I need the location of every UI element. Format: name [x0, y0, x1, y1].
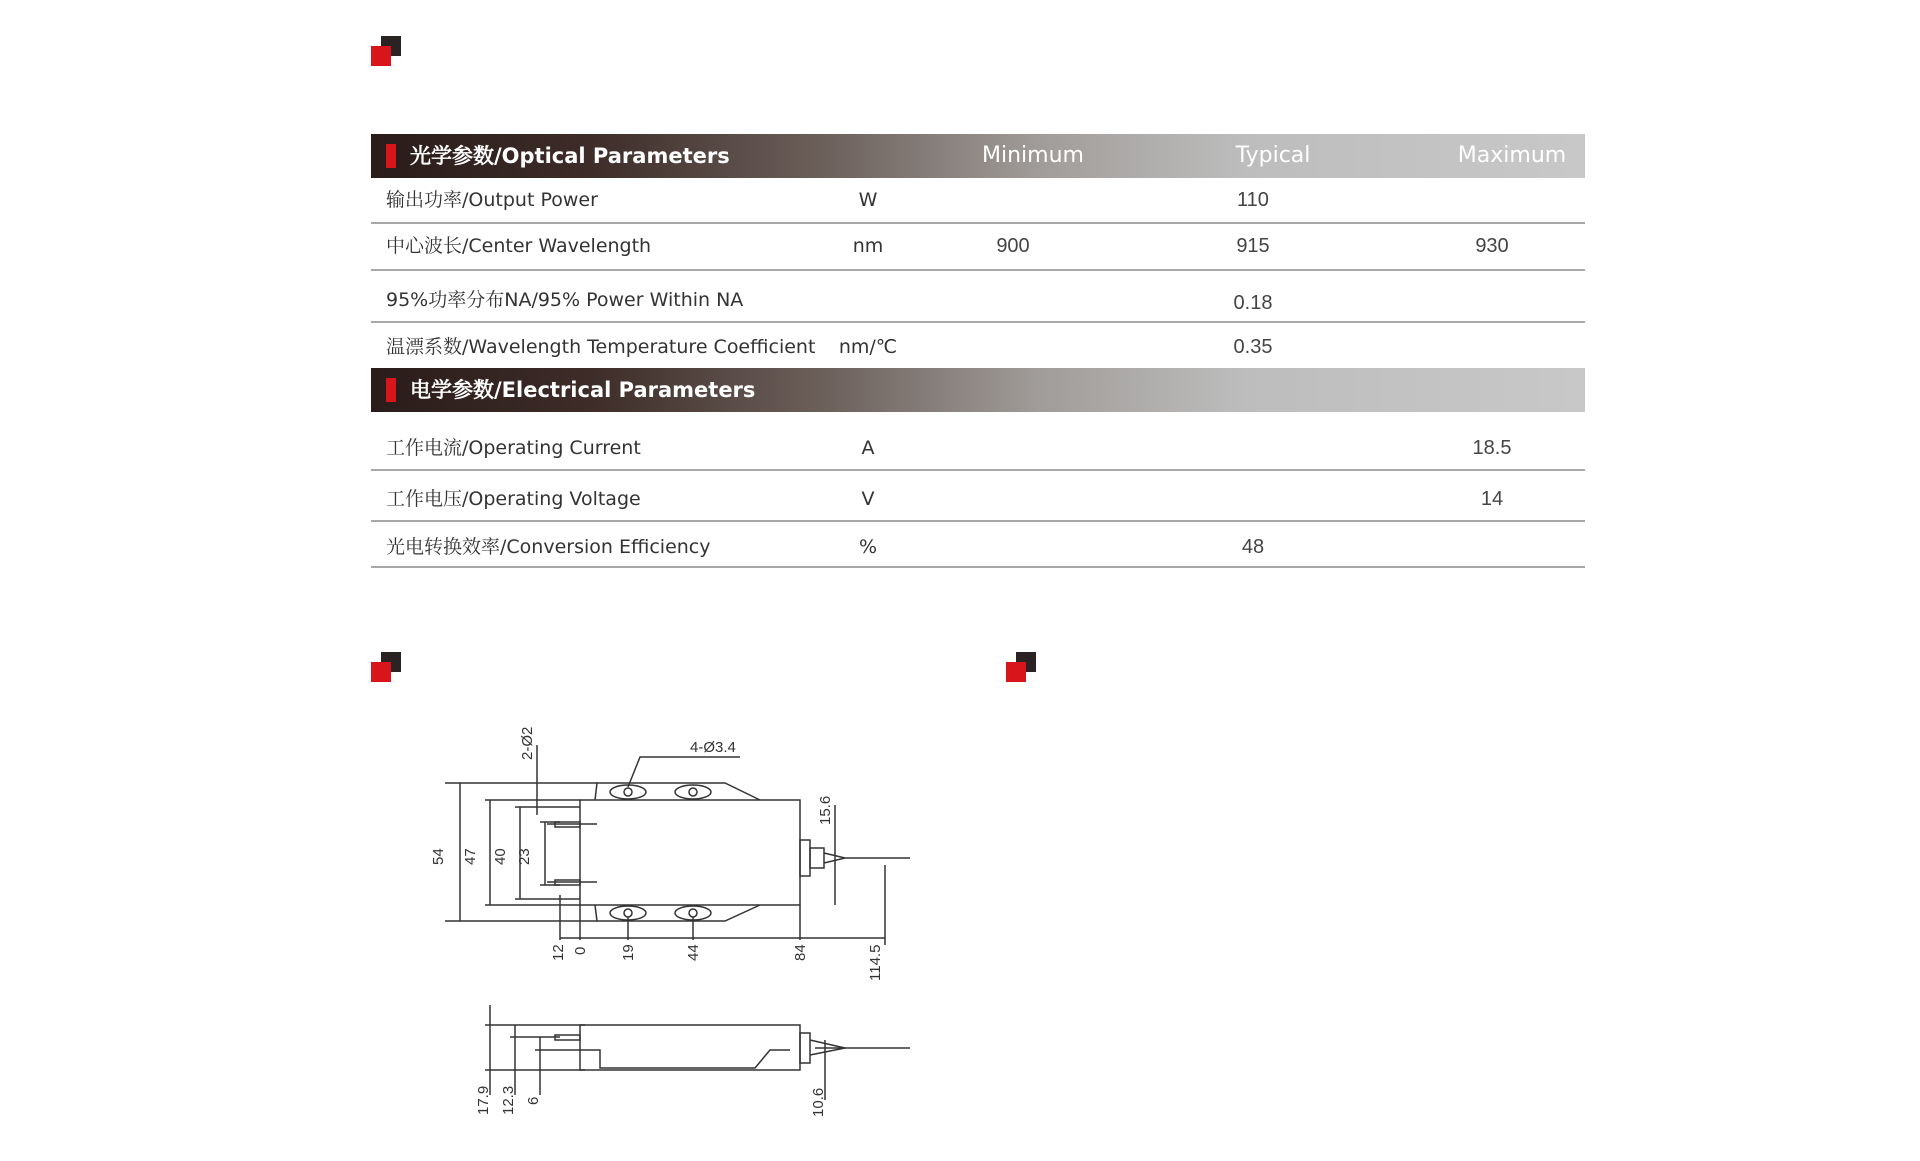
table-row [371, 471, 1585, 522]
header-accent-bar [386, 144, 396, 168]
dim-x-84: 84 [792, 944, 809, 961]
spec-table [371, 134, 1585, 568]
row-max: 14 [1480, 488, 1504, 510]
dimension-drawing [425, 705, 925, 1125]
row-name: 中心波长/Center Wavelength [386, 235, 652, 257]
fiber-boot [810, 848, 824, 868]
side-body [580, 1025, 800, 1070]
row-name: 95%功率分布NA/95% Power Within NA [386, 289, 744, 311]
col-minimum: Minimum [982, 143, 1084, 168]
row-unit: A [861, 437, 875, 459]
dim-15-6: 15.6 [817, 795, 834, 825]
row-max: 930 [1475, 235, 1509, 257]
dim-4-phi-3-4: 4-Ø3.4 [690, 739, 736, 756]
mount-hole [689, 909, 697, 917]
dim-54: 54 [430, 848, 447, 865]
row-unit: V [861, 488, 875, 510]
section-marker-top [371, 36, 401, 66]
row-typ: 915 [1236, 235, 1270, 257]
table-row [371, 178, 1585, 224]
fiber-connector [800, 840, 810, 876]
row-name: 温漂系数/Wavelength Temperature Coefficient [386, 336, 816, 358]
dim-10-6: 10.6 [810, 1087, 827, 1117]
dim-47: 47 [462, 848, 479, 865]
top-view-labels [430, 727, 884, 981]
row-max: 18.5 [1472, 437, 1512, 459]
dim-6: 6 [525, 1096, 542, 1105]
row-unit: nm [852, 235, 884, 257]
row-unit: % [858, 536, 878, 558]
dim-40: 40 [492, 848, 509, 865]
dim-x-114-5: 114.5 [867, 944, 884, 981]
dim-17-9: 17.9 [475, 1085, 492, 1115]
dim-23: 23 [516, 848, 533, 865]
section-marker-right [1006, 652, 1036, 682]
row-unit: W [858, 189, 878, 211]
electrical-title: 电学参数/Electrical Parameters [410, 378, 756, 402]
row-name: 工作电压/Operating Voltage [386, 488, 641, 510]
top-view [445, 745, 910, 945]
row-typ: 110 [1237, 189, 1269, 211]
mount-hole [624, 909, 632, 917]
module-body [580, 800, 800, 905]
table-row [371, 271, 1585, 323]
slot [675, 785, 711, 799]
section-marker-dimensions [371, 652, 401, 682]
side-view [485, 1005, 910, 1100]
row-name: 输出功率/Output Power [386, 189, 598, 211]
row-min: 900 [996, 235, 1030, 257]
dim-2-phi-2: 2-Ø2 [519, 726, 536, 760]
electrical-header [371, 368, 1585, 412]
dimension-drawing-svg [425, 705, 925, 1125]
dim-x-0: 0 [572, 946, 589, 955]
optical-header [371, 134, 1585, 178]
row-unit: nm/℃ [838, 336, 898, 358]
side-connector [800, 1033, 810, 1063]
dim-12-3: 12.3 [500, 1085, 517, 1115]
table-row [371, 412, 1585, 471]
header-accent-bar [386, 378, 396, 402]
row-typ: 0.18 [1233, 292, 1273, 314]
row-typ: 48 [1241, 536, 1265, 558]
table-row [371, 522, 1585, 568]
dim-x-44: 44 [685, 944, 702, 961]
row-name: 工作电流/Operating Current [386, 437, 641, 459]
dim-x-12: 12 [550, 944, 567, 961]
dim-x-19: 19 [620, 944, 637, 961]
table-row [371, 224, 1585, 271]
row-name: 光电转换效率/Conversion Efficiency [386, 536, 711, 558]
side-view-labels [475, 1086, 827, 1117]
mount-hole [624, 788, 632, 796]
col-typical: Typical [1235, 143, 1311, 168]
slot [610, 785, 646, 799]
optical-title: 光学参数/Optical Parameters [410, 144, 730, 168]
table-row [371, 323, 1585, 368]
col-maximum: Maximum [1457, 143, 1567, 168]
mount-hole [689, 788, 697, 796]
row-typ: 0.35 [1233, 336, 1273, 358]
